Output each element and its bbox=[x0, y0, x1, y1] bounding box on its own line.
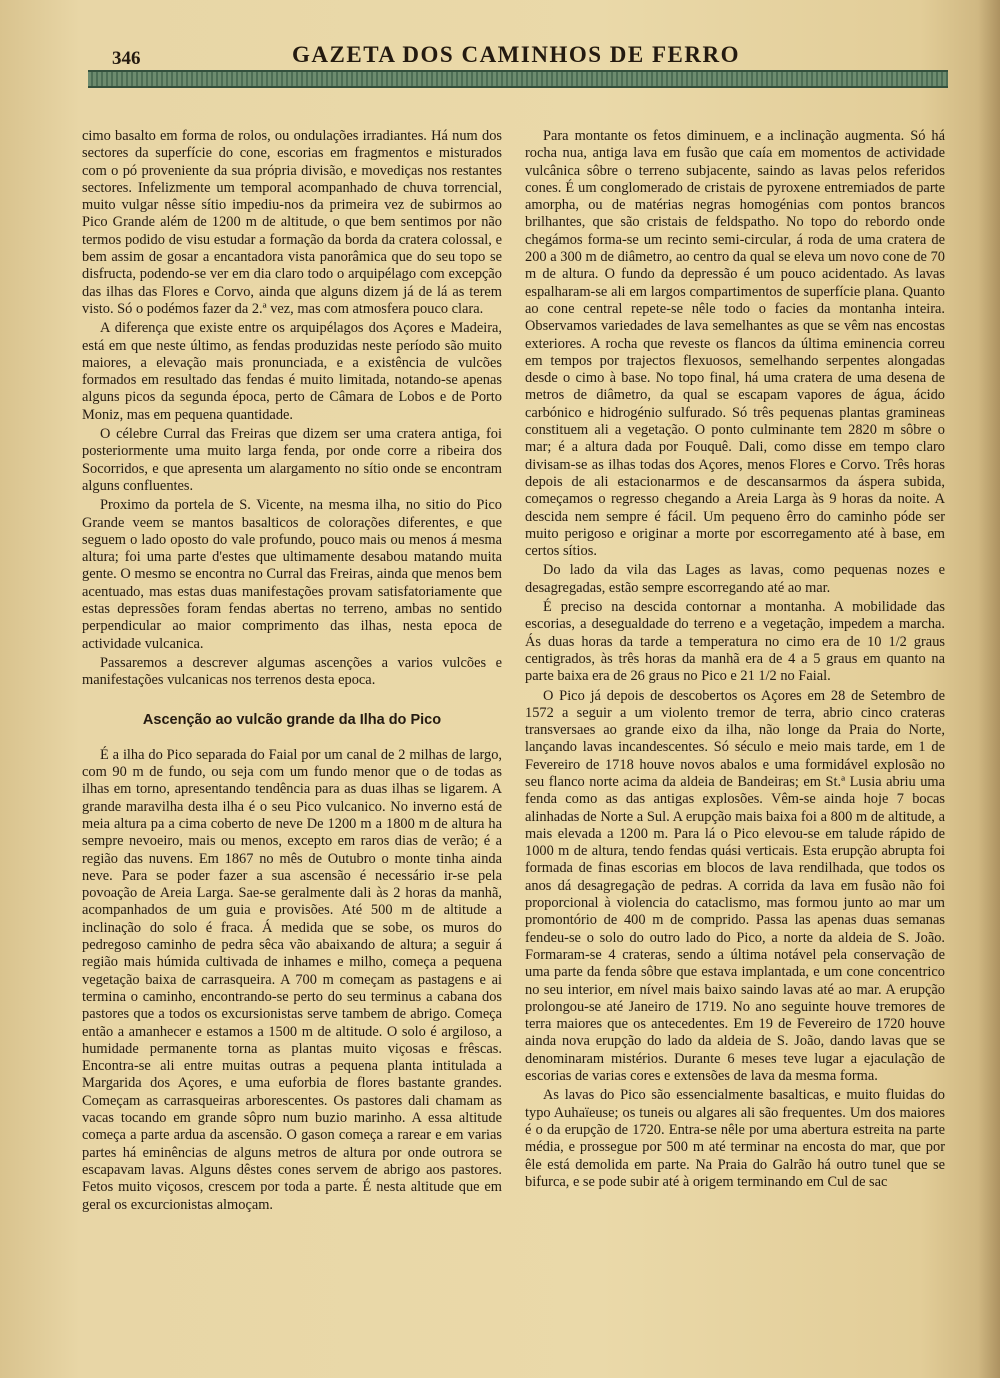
left-column bbox=[82, 128, 502, 1216]
paragraph: O Pico já depois de descobertos os Açores em 28 de Setembro de 1572 a seguir a um violento tremor de terra, abrio cinco crateras transversaes ao grande eixo da ilha, não longe da Praia do Norte, lançando lavas incandescentes. Só século e meio mais tarde, em 1 de Fevereiro de 1718 houve novos abalos e uma formidável explosão no seu flanco norte acima da aldeia de Bandeiras; em St.ª Lusia abriu uma fenda como as das antigas explosões. Vêm-se ainda hoje 7 bocas alinhadas de Norte a Sul. A erupção mais baixa foi a 800 m de altitude, a mais elevada a 1200 m. Para lá o Pico elevou-se em talude rápido de 1000 m de altura, tendo fendas quási verticais. Esta erupção abrupta foi formada de finas escorias em blocos de lava rendilhada, que todos os anos dá desagregação de pedras. A corrida da lava em fusão não foi proporcional à violencia do cataclismo, mas formou junto ao mar um promontório de 400 m de comprido. Passa las apenas duas semanas fendeu-se o solo do outro lado do Pico, a norte da aldeia de S. João. Formaram-se 4 crateras, sendo a última notável pela conservação de uma parte da fenda sôbre que estava implantada, e um cone concentrico no seu interior, em nível mais baixo saindo lavas até ao mar. A erupção prolongou-se até Janeiro de 1719. No ano seguinte houve tremores de terra maiores que os antecedentes. Em 19 de Fevereiro de 1720 houve ainda nova erupção do lado da aldeia de S. João, dando lavas que se denominaram mistérios. Durante 6 meses teve lugar a ejaculação de escorias de varias cores e extensões de lava da mesma forma. bbox=[525, 687, 945, 1085]
paragraph: É preciso na descida contornar a montanha. A mobilidade das escorias, a desegualdade do terreno e a vegetação, impedem a marcha. Ás duas horas da tarde a temperatura no cimo era de 10 1/2 graus centigrados, às três horas da manhã era de 4 a 5 graus em quanto na parte baixa era de 26 graus no Pico e 21 1/2 no Faial. bbox=[525, 599, 945, 685]
paragraph: Passaremos a descrever algumas ascenções a varios vulcões e manifestações vulcanicas nos terrenos desta epoca. bbox=[82, 654, 502, 689]
header-ornamental-rule bbox=[88, 70, 948, 88]
page-header bbox=[82, 40, 950, 70]
paragraph: O célebre Curral das Freiras que dizem ser uma cratera antiga, foi posteriormente uma muito larga fenda, por onde corre a ribeira dos Socorridos, e que apresenta um alargamento no sítio onde se encontram alguns confluentes. bbox=[82, 426, 502, 494]
paragraph: Proximo da portela de S. Vicente, na mesma ilha, no sitio do Pico Grande veem se mantos basalticos de colorações diferentes, e que seguem o lado oposto do vale profundo, pouco mais ou menos á mesma altura; foi uma parte d'estes que ultimamente desabou matando muita gente. O mesmo se encontra no Curral das Freiras, ainda que menos bem acentuado, mas estas duas manifestações provam satisfatoriamente que estas depressões foram fendas abertas no terreno, ambas no sentido perpendicular ao maior comprimento das ilhas, nesta epoca de actividade vulcanica. bbox=[82, 497, 502, 652]
paragraph: A diferença que existe entre os arquipélagos dos Açores e Madeira, está em que neste último, as fendas produzidas neste período são muito maiores, a elevação mais pronunciada, e a existência de vulcões formados em resultado das fendas é muito limitada, notando-se apenas alguns picos da segunda época, perto de Câmara de Lobos e de Porto Moniz, mas em pequena quantidade. bbox=[82, 320, 502, 423]
paragraph: As lavas do Pico são essencialmente basalticas, e muito fluidas do typo Auhaïeuse; os tuneis ou algares ali são frequentes. Um dos maiores é o da erupção de 1720. Entra-se nêle por uma abertura estreita na parte média, e prossegue por 500 m até terminar na encosta do mar, que por êle está demolida em parte. Na Praia do Galrão há outro tunel que se bifurca, e se pode subir até à origem terminando em Cul de sac bbox=[525, 1087, 945, 1190]
paragraph: Para montante os fetos diminuem, e a inclinação augmenta. Só há rocha nua, antiga lava em fusão que caía em momentos de actividade vulcânica sôbre o terreno subjacente, saindo as lavas pelos referidos cones. É um conglomerado de cristais de pyroxene entremiados de parte amorpha, ou de matérias negras homogénias com pontos brancos brilhantes, que são cristais de feldspatho. No topo do rebordo onde chegámos forma-se um recinto semi-circular, á roda de uma cratera de 200 a 300 m de diâmetro, ao centro da qual se eleva um novo cone de 70 m de altura. O fundo da depressão é um pouco acidentado. As lavas espalharam-se ali em largos compartimentos de superfície plana. Quanto ao cone central repete-se nêle todo o facies da montanha inteira. Observamos variedades de lava semelhantes as que se vêm nas encostas exteriores. A rocha que reveste os flancos da última eminencia correu em tempos por trajectos flexuosos, semelhando serpentes alongadas desde o cimo à base. No topo final, há uma cratera de uma desena de metros de diâmetro, da qual se escapam vapores de água, ácido carbónico e hidrogénio sulfurado. Só três pequenas plantas gramineas constituem ali a vegetação. O ponto culminante tem 2820 m sôbre o mar; é a altura dada por Fouquê. Dali, como disse em tempo claro divisam-se as ilhas todas dos Açores, menos Flores e Corvo. Três horas depois de ali estacionarmos e de descansarmos da áspera subida, começamos o regresso chegando a Areia Larga às 9 horas da noite. A descida nem sempre é fácil. Um pequeno êrro do caminho póde ser muito perigoso e originar a morte por escorregamento até à base, em certos sítios. bbox=[525, 128, 945, 560]
paragraph: Do lado da vila das Lages as lavas, como pequenas nozes e desagregadas, estão sempre escorregando até ao mar. bbox=[525, 562, 945, 596]
page-edge-shadow bbox=[978, 0, 1000, 1378]
paragraph: É a ilha do Pico separada do Faial por um canal de 2 milhas de largo, com 90 m de fundo, ou seja com um fundo menor que o de todas as ilhas em torno, apresentando tendência para as duas ilhas se ligarem. A grande maravilha desta ilha é o seu Pico vulcanico. No inverno está de meia altura pa a cima coberto de neve De 1200 m a 1800 m de altura ha sempre nevoeiro, mais ou menos, excepto em raros dias de verão; é a região das nuvens. Em 1867 no mês de Outubro o monte tinha ainda neve. Para se poder fazer a sua ascensão é necessário ir-se pela povoação de Areia Larga. Sae-se geralmente dali às 2 horas da manhã, acompanhados de um guia e provisões. Até 500 m de altitude a inclinação do solo é fraca. Á medida que se sobe, os muros do pedregoso caminho de pedra sêca vão abaixando de altura; a seguir á região mais húmida cultivada de inhames e milho, começa a pequena vegetação baixa de carrasqueira. A 700 m começam as pastagens e ai termina o caminho, encontrando-se perto do seu terminus a cabana dos pastores que a todos os excursionistas serve tambem de abrigo. Começa então a amanhecer e estamos a 1500 m de altitude. O solo é argiloso, a humidade permanente torna as plantas muito viçosas e frêscas. Encontra-se ali entre muitas outras a pequena planta intitulada a Margarida dos Açores, e uma euforbia de flores bastante grandes. Começam as carrasqueiras arborescentes. Os pastores dali chamam as vacas tocando em grande sôpro num buzio marinho. A essa altitude começa a parte ardua da ascensão. O gason começa a rarear e em varias partes há eminências de alguns metros de altura por onde outrora se escapavam lavas. Alguns dêstes cones servem de abrigo aos pastores. Fetos muito viçosos, crescem por toda a parte. É nesta altitude que em geral os excurcionistas almoçam. bbox=[82, 746, 502, 1213]
page-number: 346 bbox=[112, 48, 141, 69]
section-heading: Ascenção ao vulcão grande da Ilha do Pico bbox=[142, 711, 442, 728]
paragraph: cimo basalto em forma de rolos, ou ondulações irradiantes. Há num dos sectores da superfície do cone, escorias em fragmentos e misturados com o pó proveniente da sua própria divisão, e movediças nos restantes sectores. Infelizmente um temporal acompanhado de chuva torrencial, muito vulgar nêsse sítio impediu-nos da primeira vez de subirmos ao Pico Grande além de 1200 m de altitude, o que bem sentimos por não termos podido de visu estudar a formação da borda da cratera colossal, e bem assim de gosar a encantadora vista panorâmica que do seu topo se disfructa, podendo-se ver em dia claro todo o arquipélago com excepção das ilhas das Flores e Corvo, ainda que alguns dizem já de lá as terem visto. Só o podémos fazer da 2.ª vez, mas com atmosfera pouco clara. bbox=[82, 128, 502, 317]
journal-title: GAZETA DOS CAMINHOS DE FERRO bbox=[292, 42, 740, 67]
right-column bbox=[525, 128, 945, 1193]
